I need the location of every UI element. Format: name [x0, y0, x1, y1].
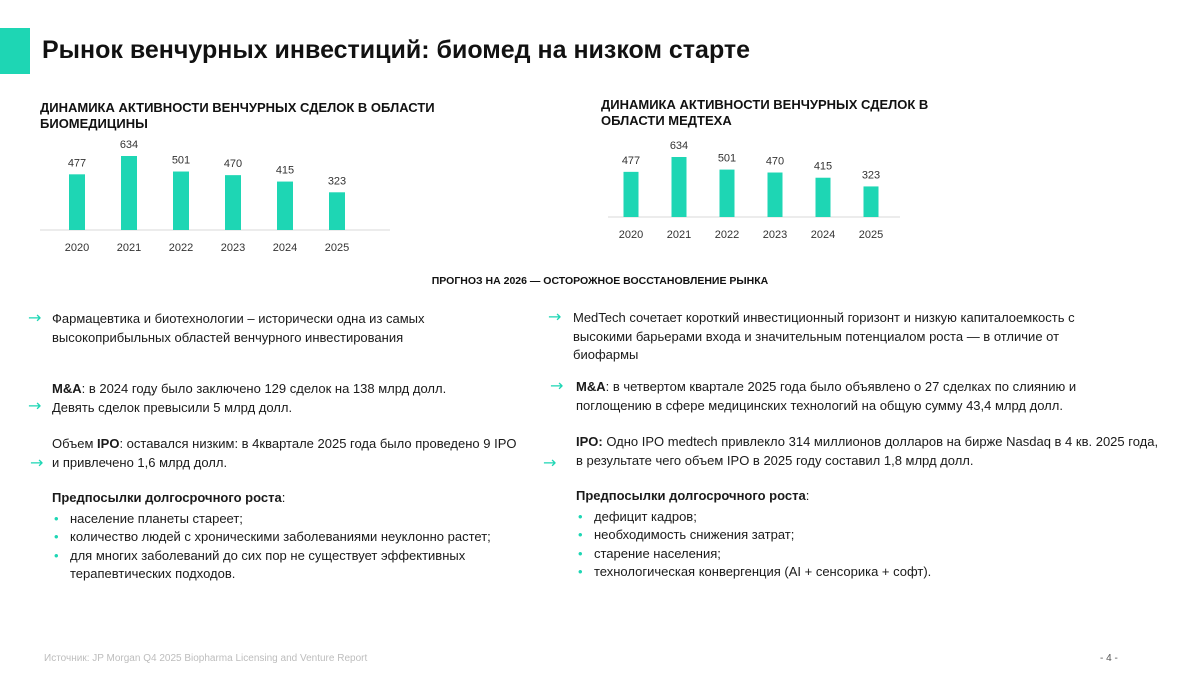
biomed-category-label: 2024: [272, 242, 298, 254]
medtech-bar-2023: [768, 173, 783, 217]
right-prereq-colon: :: [805, 488, 810, 503]
medtech-value-label: 470: [765, 155, 785, 168]
biomed-value-label: 415: [275, 164, 295, 177]
biomed-category-label: 2021: [116, 242, 142, 254]
biomed-value-label: 501: [171, 154, 191, 167]
biomed-value-label: 470: [223, 158, 243, 171]
arrow-icon: →: [543, 453, 557, 472]
left-prereq-colon: :: [281, 490, 286, 505]
page-title: Рынок венчурных инвестиций: биомед на низком старте: [42, 36, 751, 64]
list-item: • необходимость снижения затрат;: [576, 526, 1096, 545]
medtech-value-label: 415: [813, 160, 833, 173]
medtech-bar-chart: [600, 132, 910, 247]
medtech-bar-2025: [864, 186, 879, 217]
source-note: Источник: JP Morgan Q4 2025 Biopharma Licensing and Venture Report: [44, 653, 368, 664]
medtech-bar-2021: [672, 157, 687, 217]
arrow-icon: →: [28, 308, 42, 327]
medtech-value-label: 634: [669, 140, 689, 152]
biomed-value-label: 323: [327, 175, 347, 188]
medtech-bar-2022: [720, 170, 735, 217]
left-ma-label: M&A: [52, 381, 82, 396]
biomed-bar-chart: [40, 135, 390, 260]
list-item: • количество людей с хроническими заболеваниями неуклонно растет;: [52, 528, 492, 547]
chart-title-biomed: ДИНАМИКА АКТИВНОСТИ ВЕНЧУРНЫХ СДЕЛОК В ОБЛАСТИ БИОМЕДИЦИНЫ: [40, 100, 435, 131]
left-ma-text: : в 2024 году было заключено 129 сделок на 138 млрд долл. Девять сделок превысили 5 млрд долл.: [52, 381, 447, 415]
medtech-value-label: 501: [717, 152, 737, 165]
biomed-category-label: 2020: [64, 242, 90, 254]
medtech-category-label: 2021: [666, 229, 692, 241]
medtech-value-label: 323: [861, 169, 881, 182]
right-ma-paragraph: [576, 378, 1121, 415]
list-item: • дефицит кадров;: [576, 508, 1096, 527]
biomed-category-label: 2022: [168, 242, 194, 254]
right-ma-label: M&A: [576, 379, 606, 394]
medtech-category-label: 2020: [618, 229, 644, 241]
medtech-bar-2024: [816, 178, 831, 217]
biomed-value-label: 634: [119, 139, 139, 151]
left-intro: Фармацевтика и биотехнологии – исторически одна из самых высокоприбыльных областей венчурного инвестирования: [52, 311, 425, 345]
forecast-heading: ПРОГНОЗ НА 2026 — ОСТОРОЖНОЕ ВОССТАНОВЛЕНИЕ РЫНКА: [431, 275, 769, 287]
right-bullet-list: [576, 508, 1096, 582]
right-intro: MedTech сочетает короткий инвестиционный горизонт и низкую капиталоемкость с высокими барьерами входа и значительным потенциалом роста — в отличие от биофармы: [573, 310, 1075, 362]
list-item: • население планеты стареет;: [52, 510, 492, 529]
biomed-category-label: 2025: [324, 242, 350, 254]
title-accent-bar: [0, 28, 30, 74]
medtech-category-label: 2025: [858, 229, 884, 241]
left-ipo-prefix: Объем: [52, 436, 98, 451]
biomed-value-label: 477: [67, 157, 87, 170]
left-bullet-list: [52, 510, 492, 584]
arrow-icon: →: [28, 396, 42, 415]
left-ipo-paragraph: [52, 435, 527, 472]
biomed-bar-2023: [225, 175, 241, 230]
right-prereq: [576, 487, 1096, 582]
medtech-bar-2020: [624, 172, 639, 217]
list-item: • технологическая конвергенция (AI + сенсорика + софт).: [576, 563, 1096, 582]
arrow-icon: →: [550, 376, 564, 395]
list-item: • для многих заболеваний до сих пор не существует эффективных терапевтических подходов.: [52, 547, 492, 584]
biomed-category-label: 2023: [220, 242, 246, 254]
page-number: - 4 -: [1100, 653, 1118, 664]
right-ipo-text: Одно IPO medtech привлекло 314 миллионов долларов на бирже Nasdaq в 4 кв. 2025 года, в результате чего объем IPO в 2025 году составил 1,8 млрд долл.: [576, 434, 1159, 468]
right-prereq-label: Предпосылки долгосрочного роста: [576, 488, 806, 503]
right-ipo-paragraph: [576, 433, 1166, 470]
medtech-category-label: 2024: [810, 229, 836, 241]
right-ma-text: : в четвертом квартале 2025 года было объявлено о 27 сделках по слиянию и поглощению в сфере медицинских технологий на общую сумму 43,4 млрд долл.: [576, 379, 1077, 413]
biomed-bar-2021: [121, 156, 137, 230]
arrow-icon: →: [30, 453, 44, 472]
left-ma-paragraph: [52, 380, 492, 417]
arrow-icon: →: [548, 307, 562, 326]
chart-title-medtech: ДИНАМИКА АКТИВНОСТИ ВЕНЧУРНЫХ СДЕЛОК В ОБЛАСТИ МЕДТЕХА: [601, 97, 929, 128]
biomed-bar-2025: [329, 192, 345, 230]
biomed-bar-2022: [173, 172, 189, 230]
biomed-bar-2024: [277, 182, 293, 230]
right-ipo-label: IPO:: [576, 434, 603, 449]
left-prereq: [52, 489, 492, 584]
left-ipo-label: IPO: [97, 436, 120, 451]
biomed-bar-2020: [69, 174, 85, 230]
left-ipo-text: : оставался низким: в 4квартале 2025 года было проведено 9 IPO и привлечено 1,6 млрд долл.: [52, 436, 517, 470]
medtech-category-label: 2022: [714, 229, 740, 241]
list-item: • старение населения;: [576, 545, 1096, 564]
medtech-category-label: 2023: [762, 229, 788, 241]
left-prereq-label: Предпосылки долгосрочного роста: [52, 490, 282, 505]
medtech-value-label: 477: [621, 154, 641, 167]
